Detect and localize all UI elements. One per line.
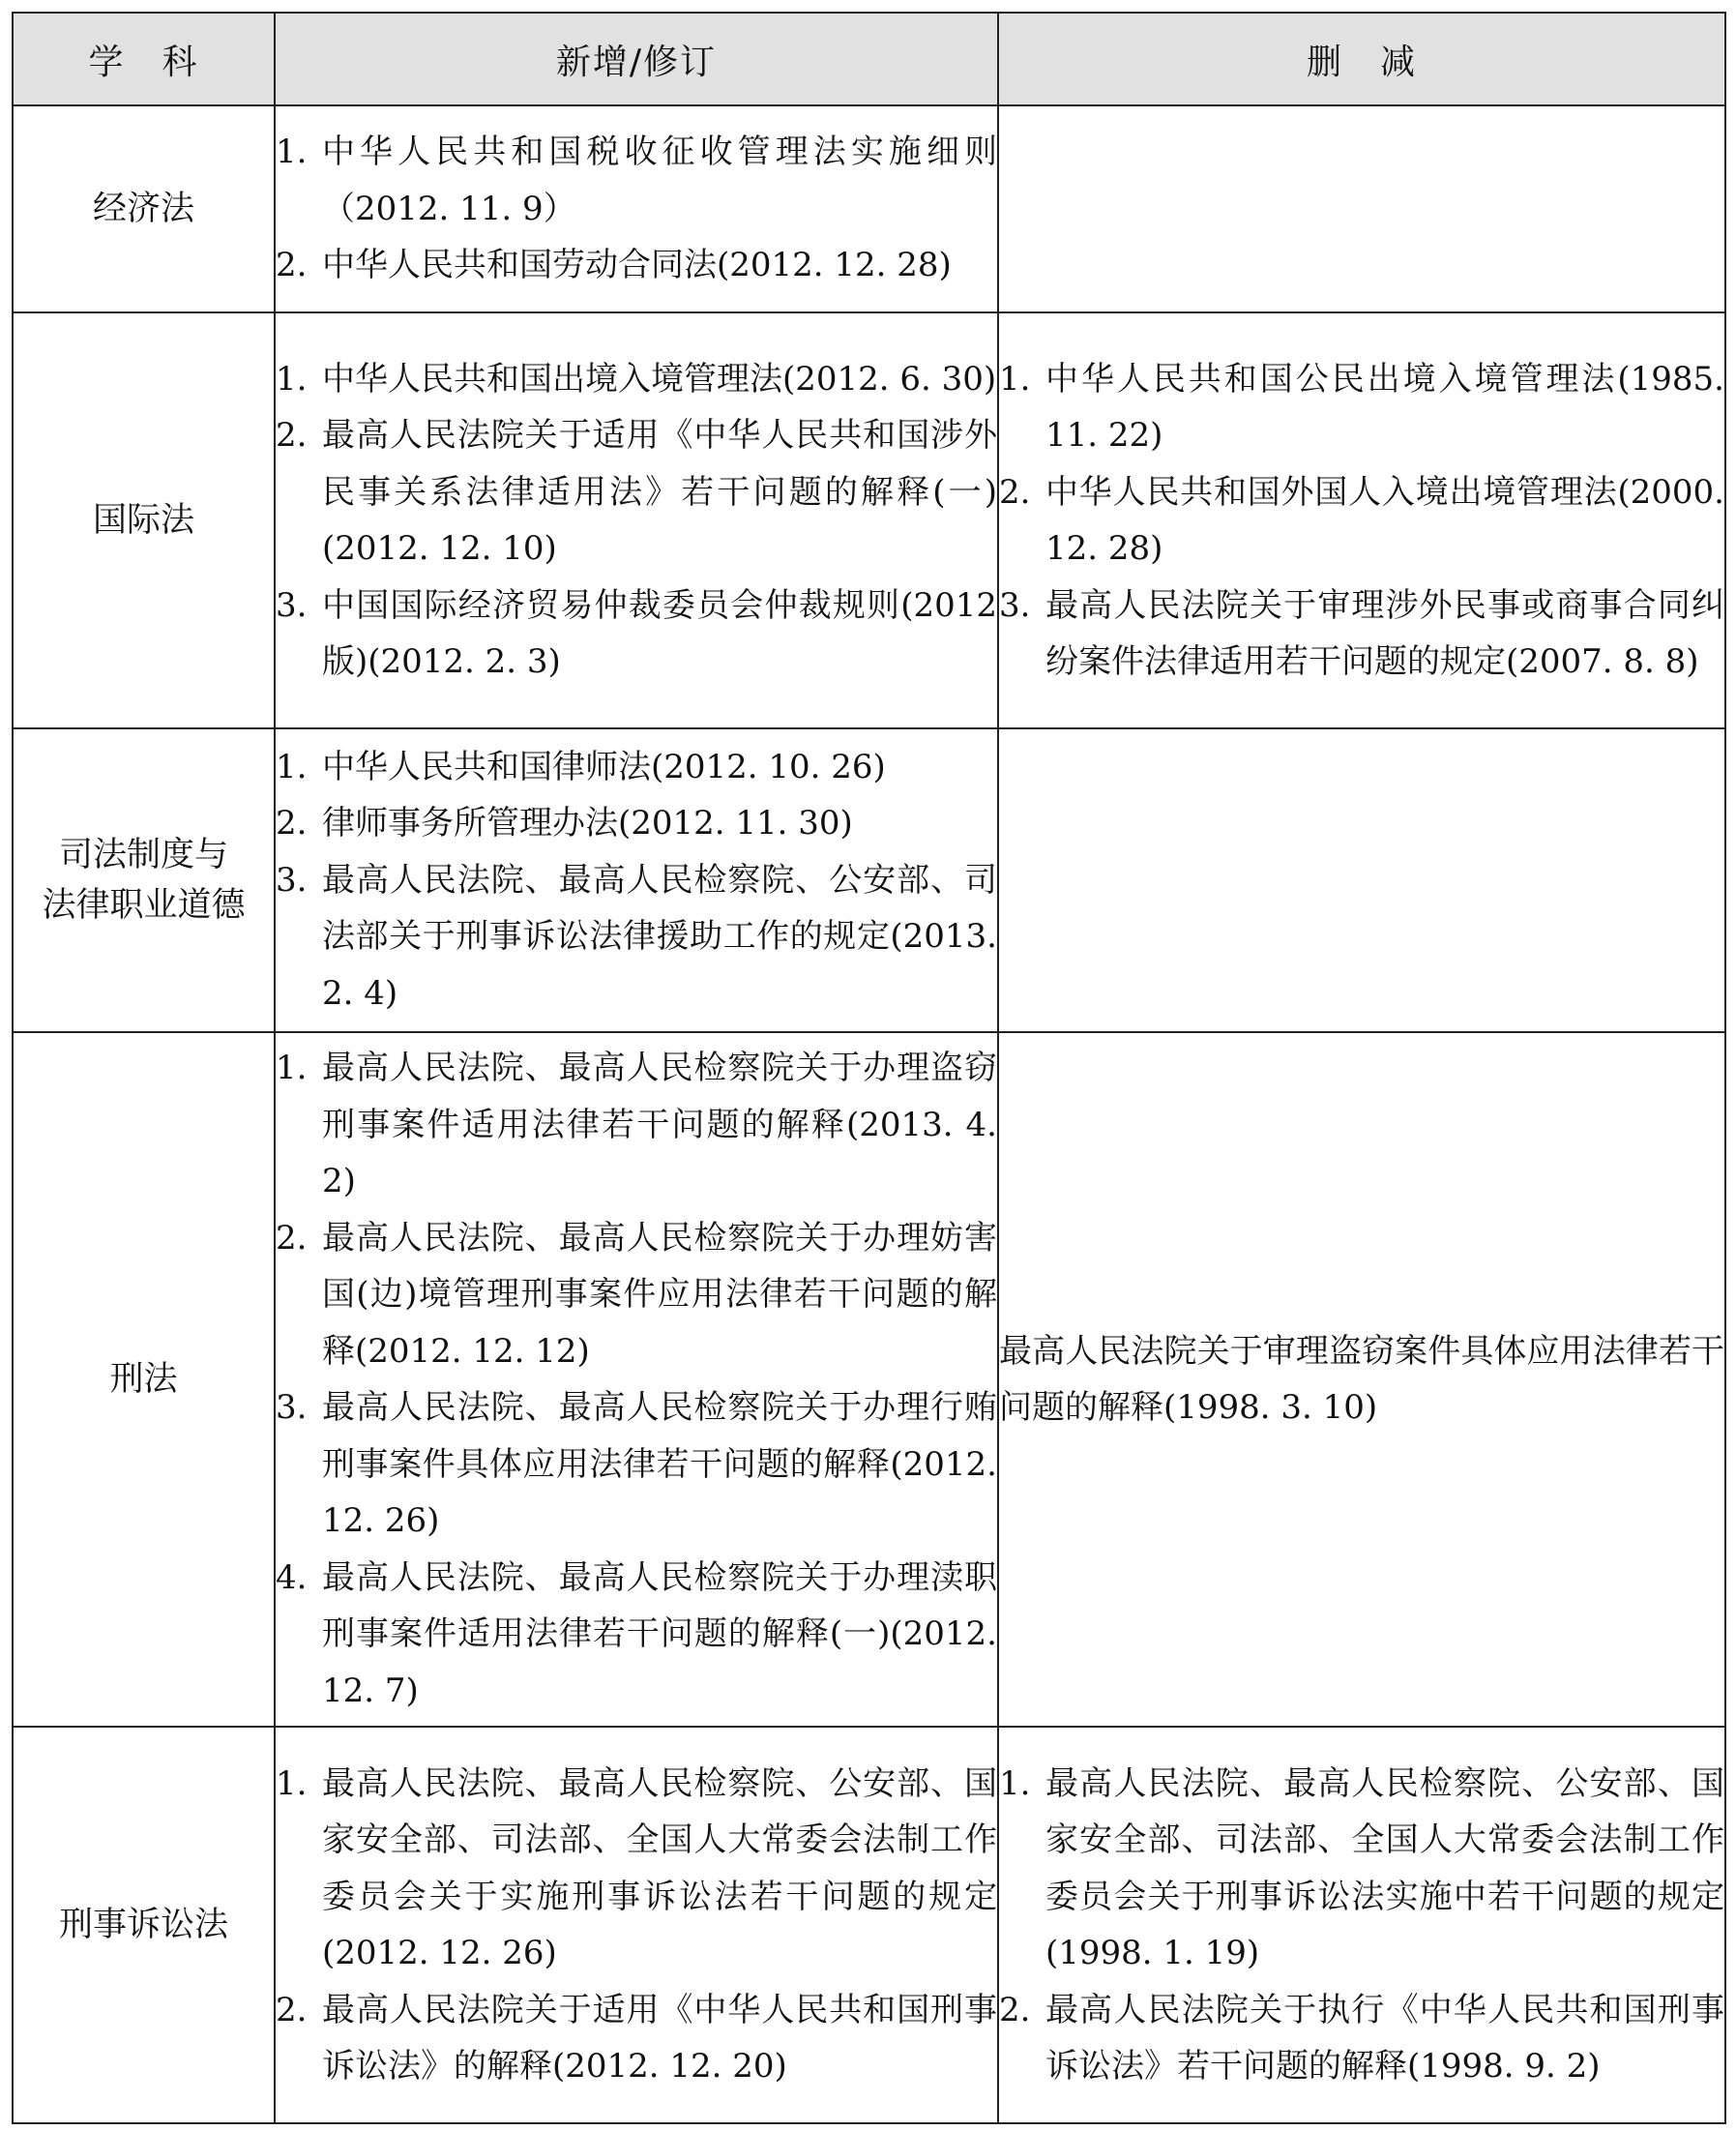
subject-line: 法律职业道德 [42, 886, 246, 925]
item-number: 2. [999, 1990, 1031, 2029]
item-text: 最高人民法院、最高人民检察院关于办理盗窃刑事案件适用法律若干问题的解释(2013. 4. 2) [322, 1049, 997, 1200]
deleted-text: 最高人民法院关于审理盗窃案件具体应用法律若干问题的解释(1998. 3. 10) [999, 1331, 1724, 1427]
list-item [999, 1982, 1724, 2095]
added-cell [275, 1727, 998, 2123]
item-text: 最高人民法院关于执行《中华人民共和国刑事诉讼法》若干问题的解释(1998. 9. 2) [1045, 1990, 1724, 2086]
list-item [276, 795, 997, 852]
deleted-list [999, 1756, 1724, 2095]
item-number: 1. [276, 1049, 308, 1087]
subject-cell: 刑法 [13, 1032, 275, 1727]
item-text: 中华人民共和国公民出境入境管理法(1985. 11. 22) [1045, 359, 1724, 455]
deleted-cell [998, 312, 1725, 728]
item-number: 3. [276, 585, 308, 625]
list-item [276, 1756, 997, 1982]
header-row [13, 13, 1725, 105]
table-row-international-law [13, 312, 1725, 728]
table-row-judicial-system [13, 728, 1725, 1032]
item-text: 中华人民共和国劳动合同法(2012. 12. 28) [322, 246, 952, 285]
item-number: 3. [999, 585, 1031, 625]
deleted-cell-empty [998, 728, 1725, 1032]
item-number: 2. [276, 1218, 308, 1258]
list-item [276, 1040, 997, 1210]
item-number: 2. [999, 472, 1031, 512]
item-number: 2. [276, 1990, 308, 2029]
item-number: 1. [276, 133, 308, 172]
item-text: 律师事务所管理办法(2012. 11. 30) [322, 804, 853, 844]
subject-cell: 国际法 [13, 312, 275, 728]
item-text: 最高人民法院关于审理涉外民事或商事合同纠纷案件法律适用若干问题的规定(2007. 8. 8) [1045, 585, 1724, 681]
item-number: 3. [276, 1388, 308, 1427]
item-text: 中华人民共和国出境入境管理法(2012. 6. 30) [322, 359, 997, 399]
table-row-criminal-law [13, 1032, 1725, 1727]
added-cell [275, 312, 998, 728]
item-text: 最高人民法院、最高人民检察院关于办理妨害国(边)境管理刑事案件应用法律若干问题的解释(2012. 12. 12) [322, 1218, 997, 1371]
added-cell [275, 105, 998, 312]
item-number: 2. [276, 246, 308, 285]
item-text: 最高人民法院关于适用《中华人民共和国涉外民事关系法律适用法》若干问题的解释(一)(2012. 12. 10) [322, 416, 997, 568]
subject-cell: 刑事诉讼法 [13, 1727, 275, 2123]
deleted-cell [998, 1727, 1725, 2123]
item-number: 3. [276, 860, 308, 900]
subject-line: 司法制度与 [58, 836, 228, 874]
list-item [276, 407, 997, 577]
item-number: 2. [276, 804, 308, 844]
list-item [276, 577, 997, 691]
list-item [999, 464, 1724, 577]
added-list [276, 351, 997, 691]
list-item [276, 1550, 997, 1720]
item-text: 中华人民共和国外国人入境出境管理法(2000. 12. 28) [1045, 472, 1724, 568]
list-item [276, 1982, 997, 2095]
list-item [999, 1756, 1724, 1982]
item-text: 中华人民共和国税收征收管理法实施细则（2012. 11. 9） [322, 133, 997, 228]
item-number: 1. [276, 747, 308, 786]
law-changes-table [12, 12, 1726, 2124]
item-text: 最高人民法院关于适用《中华人民共和国刑事诉讼法》的解释(2012. 12. 20) [322, 1990, 997, 2086]
item-number: 1. [276, 1763, 308, 1803]
header-subject: 学 科 [13, 13, 275, 105]
item-text: 中华人民共和国律师法(2012. 10. 26) [322, 747, 886, 786]
list-item [276, 237, 997, 294]
item-text: 最高人民法院、最高人民检察院关于办理渎职刑事案件适用法律若干问题的解释(一)(2012. 12. 7) [322, 1557, 997, 1710]
deleted-cell-empty [998, 105, 1725, 312]
added-list [276, 124, 997, 294]
item-text: 中国国际经济贸易仲裁委员会仲裁规则(2012 版)(2012. 2. 3) [322, 585, 997, 681]
list-item [276, 124, 997, 237]
added-list [276, 1756, 997, 2095]
added-cell [275, 1032, 998, 1727]
list-item [276, 351, 997, 408]
list-item [999, 577, 1724, 691]
item-text: 最高人民法院、最高人民检察院关于办理行贿刑事案件具体应用法律若干问题的解释(2012. 12. 26) [322, 1388, 997, 1540]
subject-cell [13, 728, 275, 1032]
header-added: 新增/修订 [275, 13, 998, 105]
item-number: 2. [276, 416, 308, 455]
item-text: 最高人民法院、最高人民检察院、公安部、司法部关于刑事诉讼法律援助工作的规定(2013. 2. 4) [322, 860, 997, 1013]
added-list [276, 1040, 997, 1719]
list-item [276, 852, 997, 1022]
header-deleted: 删 减 [998, 13, 1725, 105]
added-cell [275, 728, 998, 1032]
subject-cell: 经济法 [13, 105, 275, 312]
deleted-list [999, 351, 1724, 691]
item-number: 1. [276, 359, 308, 399]
list-item [276, 1210, 997, 1380]
added-list [276, 739, 997, 1022]
item-text: 最高人民法院、最高人民检察院、公安部、国家安全部、司法部、全国人大常委会法制工作委员会关于刑事诉讼法实施中若干问题的规定(1998. 1. 19) [1045, 1763, 1724, 1972]
table-row-economic-law [13, 105, 1725, 312]
item-number: 1. [999, 359, 1031, 399]
item-text: 最高人民法院、最高人民检察院、公安部、国家安全部、司法部、全国人大常委会法制工作委员会关于实施刑事诉讼法若干问题的规定(2012. 12. 26) [322, 1763, 997, 1972]
item-number: 4. [276, 1557, 308, 1597]
item-number: 1. [999, 1763, 1031, 1803]
deleted-cell [998, 1032, 1725, 1727]
list-item [276, 1379, 997, 1550]
list-item [276, 739, 997, 796]
list-item [999, 351, 1724, 464]
table-row-criminal-procedure-law [13, 1727, 1725, 2123]
